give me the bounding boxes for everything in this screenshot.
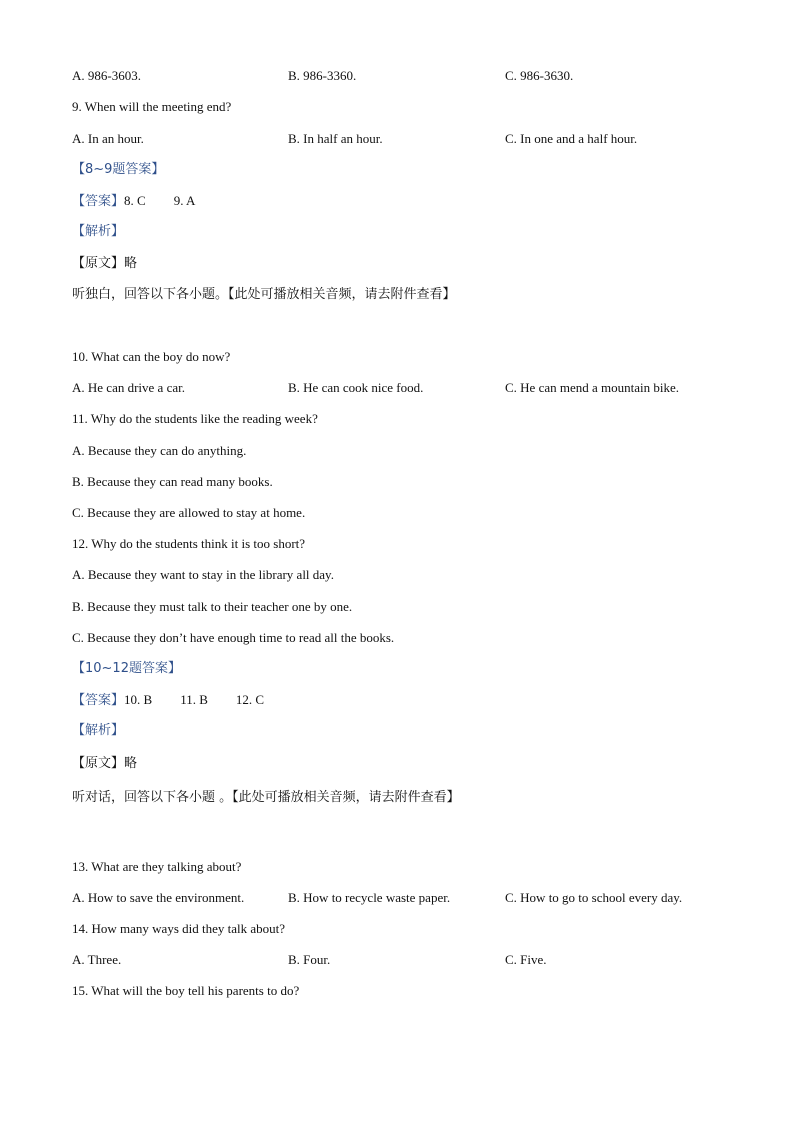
q9-option-c: C. In one and a half hour.	[505, 131, 638, 146]
q11-option-a: A. Because they can do anything.	[72, 443, 247, 458]
q13-option-a: A. How to save the environment.	[72, 890, 245, 905]
original-label: 【原文】	[72, 256, 125, 271]
q9-option-a: A. In an hour.	[72, 131, 144, 146]
q8-option-c: C. 986-3630.	[505, 68, 574, 83]
answer-value: 9. A	[173, 193, 196, 208]
q12-question: 12. Why do the students think it is too short?	[72, 536, 306, 551]
q9-question: 9. When will the meeting end?	[72, 99, 232, 114]
q11-option-b: B. Because they can read many books.	[72, 474, 273, 489]
q14-option-c: C. Five.	[505, 952, 547, 967]
q15-question: 15. What will the boy tell his parents to do?	[72, 983, 300, 998]
original-text: 略	[124, 756, 138, 771]
answer-value: 8. C	[124, 193, 146, 208]
original-label: 【原文】	[72, 756, 125, 771]
answer-value: 12. C	[235, 692, 265, 707]
answer-line-10-12	[72, 692, 292, 709]
answer-line-8-9	[72, 193, 223, 210]
q10-option-a: A. He can drive a car.	[72, 380, 185, 395]
analysis-label: 【解析】	[72, 224, 125, 239]
q12-option-b: B. Because they must talk to their teacher one by one.	[72, 599, 353, 614]
q13-option-b: B. How to recycle waste paper.	[288, 890, 451, 905]
answer-value: 10. B	[124, 692, 153, 707]
q14-question: 14. How many ways did they talk about?	[72, 921, 286, 936]
q11-option-c: C. Because they are allowed to stay at home.	[72, 505, 306, 520]
answer-heading-10-12: 【10~12题答案】	[72, 661, 181, 676]
q10-option-b: B. He can cook nice food.	[288, 380, 424, 395]
q9-option-b: B. In half an hour.	[288, 131, 383, 146]
original-text-line	[72, 755, 137, 772]
original-text: 略	[124, 256, 138, 271]
q8-option-b: B. 986-3360.	[288, 68, 357, 83]
q14-option-a: A. Three.	[72, 952, 122, 967]
answer-heading-8-9: 【8~9题答案】	[72, 162, 165, 177]
listening-instruction: 听独白，回答以下各小题。【此处可播放相关音频，请去附件查看】	[72, 287, 456, 302]
q12-option-a: A. Because they want to stay in the library all day.	[72, 567, 334, 582]
analysis-label: 【解析】	[72, 723, 125, 738]
answer-value: 11. B	[180, 692, 208, 707]
q8-option-a: A. 986-3603.	[72, 68, 141, 83]
q13-option-c: C. How to go to school every day.	[505, 890, 683, 905]
original-text-line	[72, 255, 137, 272]
q13-question: 13. What are they talking about?	[72, 859, 242, 874]
q10-option-c: C. He can mend a mountain bike.	[505, 380, 680, 395]
answer-label: 【答案】	[72, 194, 125, 209]
q12-option-c: C. Because they don’t have enough time to read all the books.	[72, 630, 395, 645]
answer-label: 【答案】	[72, 693, 125, 708]
q14-option-b: B. Four.	[288, 952, 331, 967]
q10-question: 10. What can the boy do now?	[72, 349, 231, 364]
listening-instruction: 听对话，回答以下各小题 。【此处可播放相关音频，请去附件查看】	[72, 790, 460, 805]
q11-question: 11. Why do the students like the reading week?	[72, 411, 318, 426]
